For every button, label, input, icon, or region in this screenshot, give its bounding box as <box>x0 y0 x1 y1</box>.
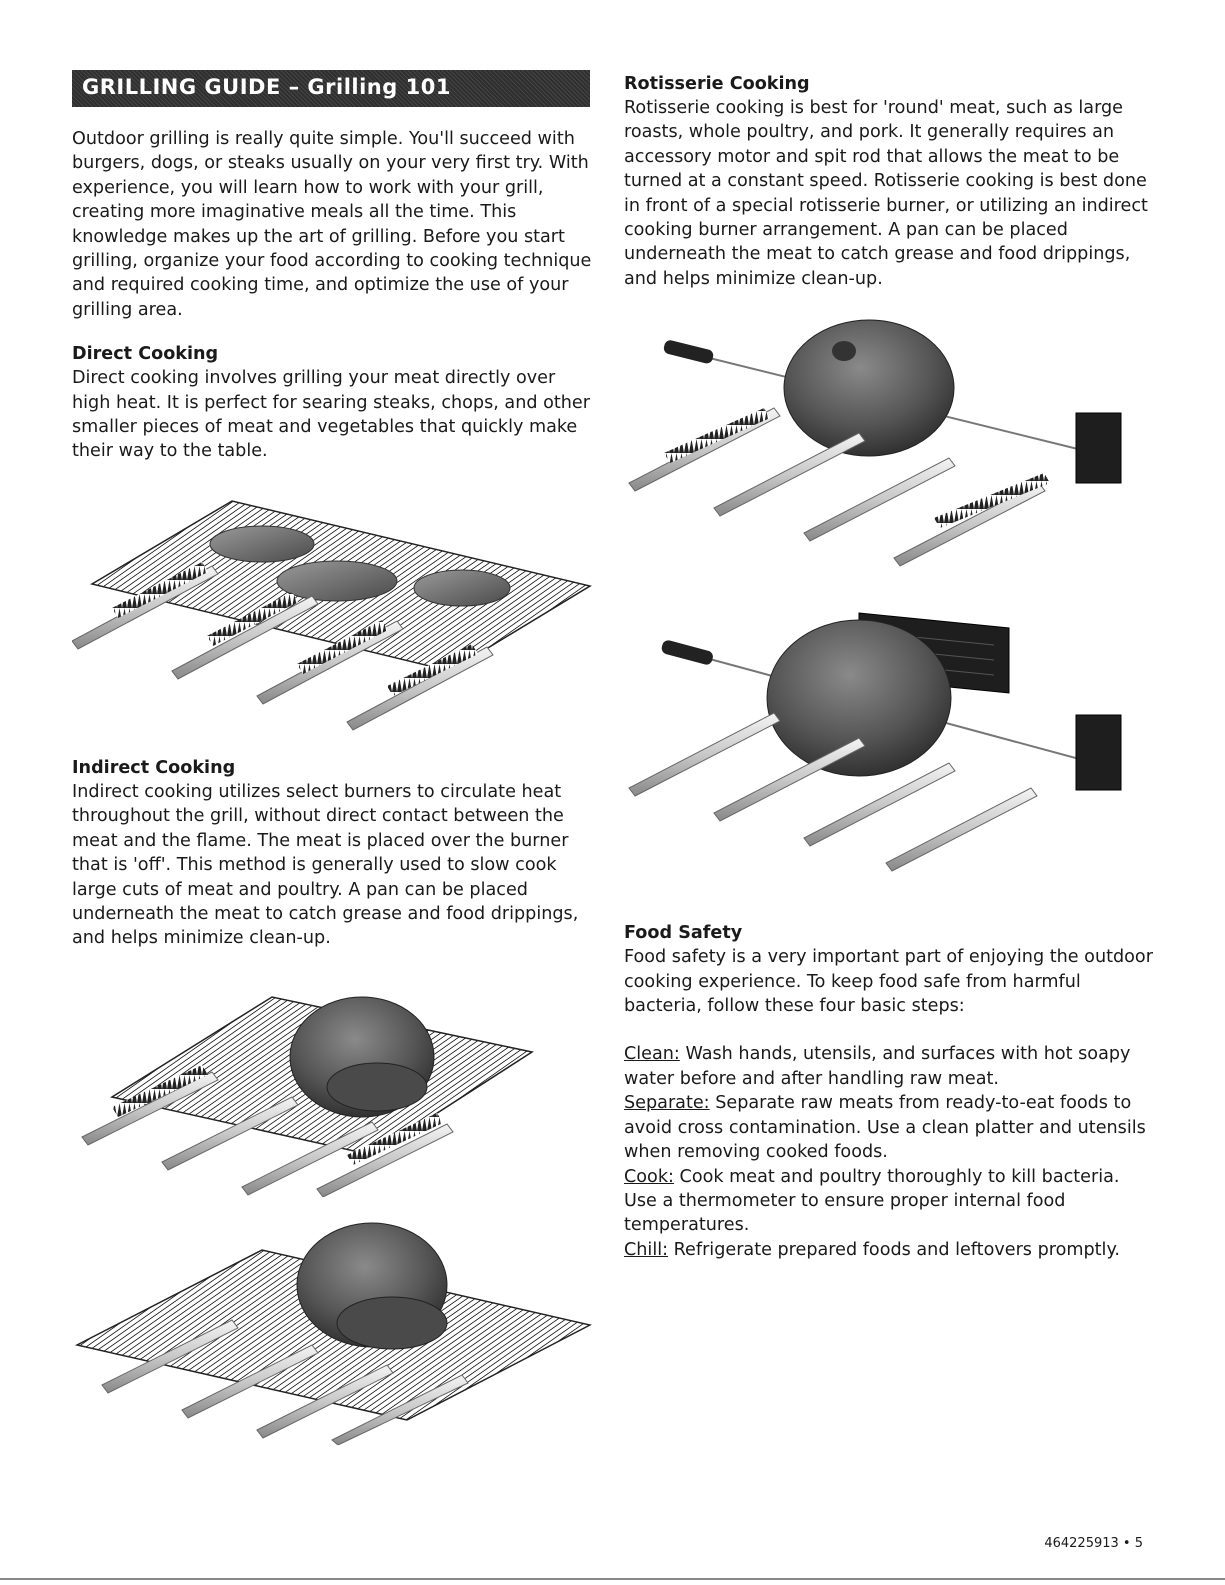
indirect-cooking-section <box>72 756 592 951</box>
food-safety-text: Food safety is a very important part of enjoying the outdoor cooking experience. To keep food safe from harmful bacteria, follow these four basic steps: <box>624 947 1153 1017</box>
rotisserie-cooking-section <box>624 72 1154 291</box>
page-number: 464225913 • 5 <box>1044 1536 1143 1551</box>
rotisserie-cooking-text: Rotisserie cooking is best for 'round' meat, such as large roasts, whole poultry, and pork. It generally requires an accessory motor and spit rod that allows the meat to be turned at a constant speed. Rotisserie cooking is best done in front of a special rotisserie burner, or utilizing an indirect cooking burner arrangement. A pan can be placed underneath the meat to catch grease and food drippings, and helps minimize clean-up. <box>624 98 1148 289</box>
step-separate <box>624 1091 1154 1164</box>
step-text: Refrigerate prepared foods and leftovers promptly. <box>668 1239 1120 1260</box>
step-label: Cook: <box>624 1166 674 1187</box>
section-banner: GRILLING GUIDE – Grilling 101 <box>72 70 590 107</box>
food-safety-steps <box>624 1042 1154 1262</box>
direct-cooking-section <box>72 342 592 464</box>
intro-paragraph: Outdoor grilling is really quite simple. You'll succeed with burgers, dogs, or steaks usually on your very first try. With experience, you will learn how to work with your grill, creating more imaginative meals all the time. This knowledge makes up the art of grilling. Before you start grilling, organize your food according to cooking technique and required cooking time, and optimize the use of your grilling area. <box>72 129 592 320</box>
rotisserie-figure-1 <box>624 313 1154 583</box>
indirect-cooking-figure-2 <box>72 1205 592 1445</box>
step-label: Separate: <box>624 1093 710 1114</box>
indirect-cooking-heading: Indirect Cooking <box>72 757 236 778</box>
direct-cooking-heading: Direct Cooking <box>72 344 219 365</box>
indirect-cooking-figure-1 <box>72 977 592 1197</box>
step-text: Wash hands, utensils, and surfaces with hot soapy water before and after handling raw meat. <box>624 1044 1131 1089</box>
left-column <box>72 70 592 1445</box>
right-column <box>624 72 1154 1262</box>
step-text: Separate raw meats from ready-to-eat foods to avoid cross contamination. Use a clean platter and utensils when removing cooked foods. <box>624 1093 1146 1163</box>
step-clean <box>624 1042 1154 1091</box>
bottom-rule <box>0 1578 1225 1580</box>
step-cook <box>624 1165 1154 1238</box>
rotisserie-figure-2 <box>624 603 1154 893</box>
food-safety-section <box>624 921 1154 1262</box>
direct-cooking-text: Direct cooking involves grilling your meat directly over high heat. It is perfect for searing steaks, chops, and other smaller pieces of meat and vegetables that quickly make their way to the table. <box>72 368 590 462</box>
rotisserie-cooking-heading: Rotisserie Cooking <box>624 74 810 94</box>
step-chill <box>624 1238 1154 1262</box>
direct-cooking-figure <box>72 496 592 734</box>
indirect-cooking-text: Indirect cooking utilizes select burners to circulate heat throughout the grill, without direct contact between the meat and the flame. The meat is placed over the burner that is 'off'. This method is generally used to slow cook large cuts of meat and poultry. A pan can be placed underneath the meat to catch grease and food drippings, and helps minimize clean-up. <box>72 781 579 949</box>
step-label: Chill: <box>624 1239 669 1260</box>
step-label: Clean: <box>624 1044 680 1065</box>
food-safety-heading: Food Safety <box>624 923 743 944</box>
step-text: Cook meat and poultry thoroughly to kill bacteria. Use a thermometer to ensure proper internal food temperatures. <box>624 1166 1120 1236</box>
